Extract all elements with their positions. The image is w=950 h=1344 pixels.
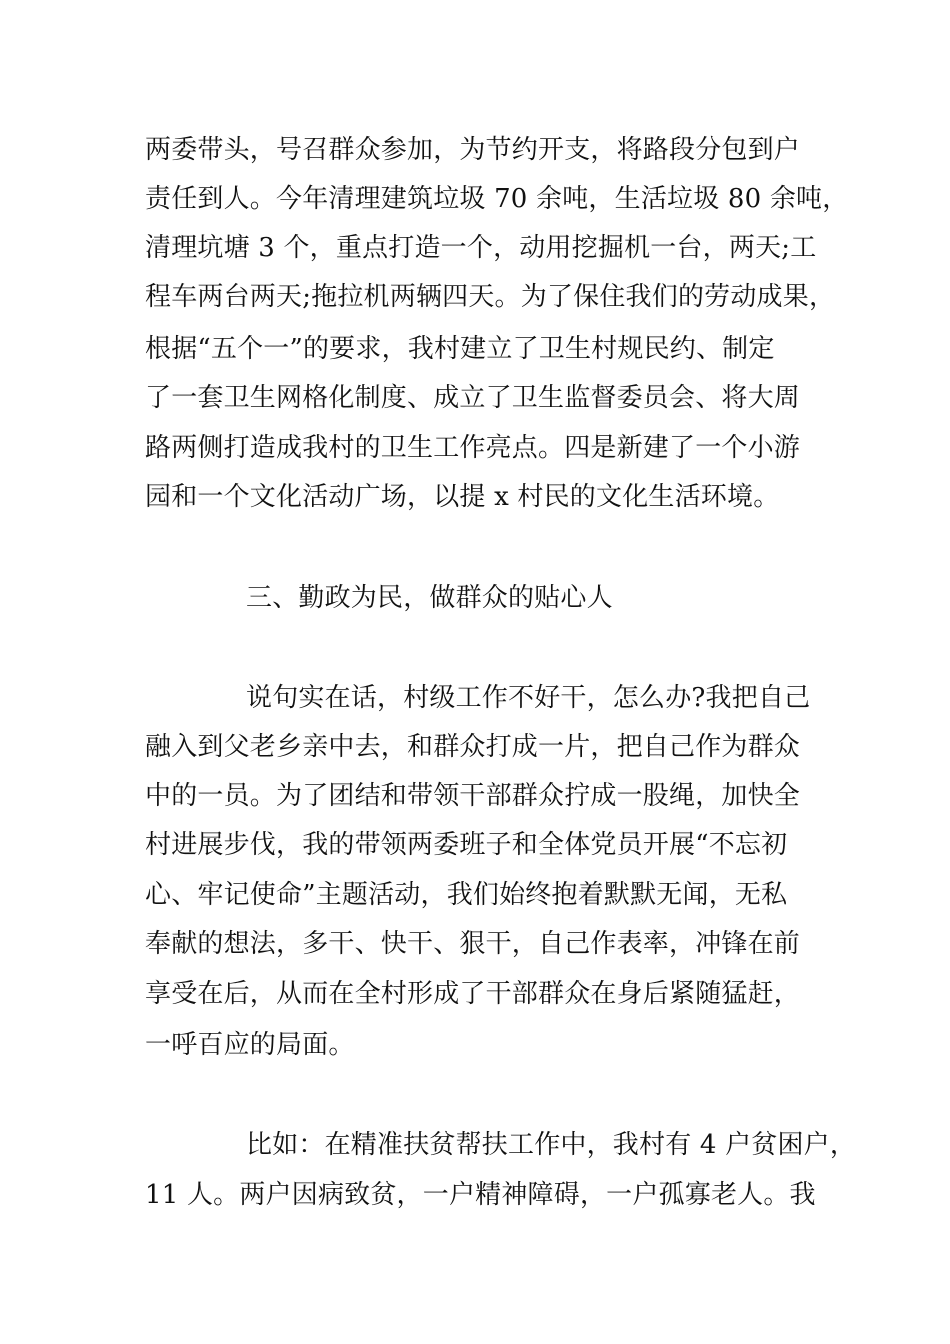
- paragraph-line: 一呼百应的局面。: [145, 1030, 355, 1060]
- paragraph-line: 比如：在精准扶贫帮扶工作中，我村有 4 户贫困户，: [246, 1130, 857, 1160]
- paragraph-line: 清理坑塘 3 个，重点打造一个，动用挖掘机一台，两天;工: [145, 233, 817, 263]
- paragraph-line: 心、牢记使命”主题活动，我们始终抱着默默无闻，无私: [145, 880, 788, 910]
- section-heading: 三、勤政为民，做群众的贴心人: [246, 583, 613, 613]
- paragraph-line: 村进展步伐，我的带领两委班子和全体党员开展“不忘初: [145, 830, 788, 860]
- paragraph-line: 11 人。两户因病致贫，一户精神障碍，一户孤寡老人。我: [145, 1180, 816, 1210]
- paragraph-line: 程车两台两天;拖拉机两辆四天。为了保住我们的劳动成果，: [145, 282, 836, 312]
- paragraph-line: 融入到父老乡亲中去，和群众打成一片，把自己作为群众: [145, 732, 801, 762]
- paragraph-line: 两委带头，号召群众参加，为节约开支，将路段分包到户: [145, 135, 801, 165]
- paragraph-line: 中的一员。为了团结和带领干部群众拧成一股绳，加快全: [145, 781, 801, 811]
- paragraph-line: 根据“五个一”的要求，我村建立了卫生村规民约、制定: [145, 334, 775, 364]
- paragraph-line: 责任到人。今年清理建筑垃圾 70 余吨，生活垃圾 80 余吨，: [145, 184, 849, 214]
- paragraph-line: 了一套卫生网格化制度、成立了卫生监督委员会、将大周: [145, 383, 801, 413]
- paragraph-line: 说句实在话，村级工作不好干，怎么办?我把自己: [246, 683, 811, 713]
- paragraph-line: 路两侧打造成我村的卫生工作亮点。四是新建了一个小游: [145, 433, 801, 463]
- paragraph-line: 奉献的想法，多干、快干、狠干，自己作表率，冲锋在前: [145, 929, 801, 959]
- paragraph-line: 园和一个文化活动广场，以提 x 村民的文化生活环境。: [145, 482, 780, 512]
- paragraph-line: 享受在后，从而在全村形成了干部群众在身后紧随猛赶，: [145, 979, 801, 1009]
